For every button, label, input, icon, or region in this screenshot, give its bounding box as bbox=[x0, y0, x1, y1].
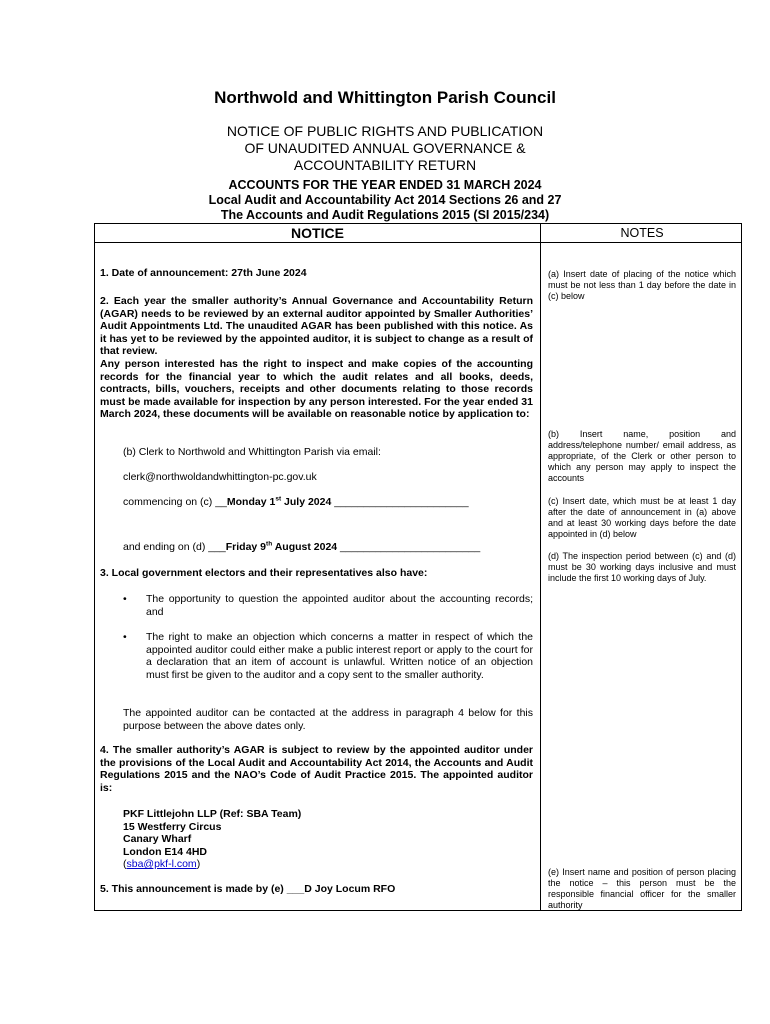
auditor-address-line: 15 Westferry Circus bbox=[123, 820, 222, 833]
notes-column-header: NOTES bbox=[620, 226, 664, 240]
ending-month: August 2024 bbox=[272, 541, 338, 553]
subheading-line: The Accounts and Audit Regulations 2015 (SI 2015/234) bbox=[220, 208, 550, 222]
item-4-text: 4. The smaller authority’s AGAR is subject to review by the appointed auditor under the provisions of the Local Audit and Accountability Act 2014, the Accounts and Audit Regulations 2015 and the NAO’s Code of Audit Practice 2015. The appointed auditor is: bbox=[100, 744, 533, 794]
bullet-objection-right: The right to make an objection which concerns a matter in respect of which the appointed auditor could either make a public interest report or apply to the court for a declaration that an item of account is unlawful. Written notice of an objection must first be given to the auditor and a copy sent to the smaller authority. bbox=[146, 631, 533, 681]
auditor-address-line: London E14 4HD bbox=[123, 845, 208, 858]
note-c: (c) Insert date, which must be at least 1 day after the date of announcement in (a) above and at least 30 working days before the date appointed in (d) below bbox=[548, 496, 736, 539]
council-name: Northwold and Whittington Parish Council bbox=[214, 88, 556, 107]
commencing-underline: _______________________ bbox=[331, 496, 469, 508]
note-e: (e) Insert name and position of person placing the notice – this person must be the responsible financial officer for the smaller authority bbox=[548, 867, 736, 910]
auditor-email-link[interactable]: sba@pkf-l.com bbox=[126, 858, 197, 870]
auditor-email-line bbox=[123, 858, 533, 871]
clerk-email: clerk@northwoldandwhittington-pc.gov.uk bbox=[123, 471, 317, 483]
subheading-line: Local Audit and Accountability Act 2014 Sections 26 and 27 bbox=[208, 193, 562, 207]
notice-column-header: NOTICE bbox=[291, 225, 344, 241]
ending-underline: ________________________ bbox=[337, 541, 481, 553]
subheadings bbox=[0, 178, 770, 223]
auditor-address-line: PKF Littlejohn LLP (Ref: SBA Team) bbox=[123, 808, 302, 820]
auditor-contact-note: The appointed auditor can be contacted at the address in paragraph 4 below for this purpose between the above dates only. bbox=[123, 707, 533, 732]
auditor-address-line: Canary Wharf bbox=[123, 833, 192, 845]
commencing-day: Monday 1 bbox=[226, 496, 276, 508]
ending-day: Friday 9 bbox=[225, 541, 267, 553]
notice-title-line: NOTICE OF PUBLIC RIGHTS AND PUBLICATION bbox=[226, 123, 544, 139]
note-a: (a) Insert date of placing of the notice which must be not less than 1 day before the date in (c) below bbox=[548, 269, 736, 301]
ending-date-line bbox=[123, 541, 533, 554]
item-2-inspection-text: Any person interested has the right to inspect and make copies of the accounting records for the financial year to which the audit relates and all books, deeds, contracts, bills, vouchers, receipts and other documents relating to those records must be made available for inspection by any person interested. For the year ended 31 March 2024, these documents will be available on reasonable notice by application to: bbox=[100, 358, 533, 420]
bullet-marker: • bbox=[123, 631, 127, 643]
item-2-text: 2. Each year the smaller authority’s Annual Governance and Accountability Return (AGAR) needs to be reviewed by an external auditor appointed by Smaller Authorities’ Audit Appointments Ltd. The unaudited AGAR has been published with this notice. As it has yet to be reviewed by the appointed auditor, it is subject to change as a result of that review. bbox=[100, 295, 533, 357]
bullet-question-auditor: The opportunity to question the appointed auditor about the accounting records; and bbox=[146, 593, 533, 618]
header-divider bbox=[95, 242, 741, 243]
notice-title-line: ACCOUNTABILITY RETURN bbox=[293, 157, 477, 173]
commencing-day-suffix: st bbox=[275, 495, 282, 503]
notice-title-line: OF UNAUDITED ANNUAL GOVERNANCE & bbox=[244, 140, 526, 156]
ending-day-suffix: th bbox=[266, 540, 273, 548]
bullet-marker: • bbox=[123, 593, 127, 605]
email-paren-open: ( bbox=[123, 858, 127, 870]
commencing-date-line bbox=[123, 496, 533, 509]
commencing-month: July 2024 bbox=[281, 496, 332, 508]
note-d: (d) The inspection period between (c) and (d) must be 30 working days inclusive and must include the first 10 working days of July. bbox=[548, 551, 736, 583]
item-3-heading: 3. Local government electors and their representatives also have: bbox=[100, 567, 428, 579]
column-divider bbox=[540, 224, 541, 910]
email-paren-close: ) bbox=[196, 858, 201, 870]
notice-title bbox=[0, 123, 770, 174]
item-5-announcer: 5. This announcement is made by (e) ___D Joy Locum RFO bbox=[100, 883, 396, 895]
auditor-address bbox=[123, 808, 533, 858]
clerk-contact: (b) Clerk to Northwold and Whittington Parish via email: bbox=[123, 446, 381, 458]
subheading-line: ACCOUNTS FOR THE YEAR ENDED 31 MARCH 2024 bbox=[228, 178, 542, 192]
commencing-label: commencing on (c) __ bbox=[123, 496, 227, 508]
ending-label: and ending on (d) ___ bbox=[123, 541, 226, 553]
item-1-date: 1. Date of announcement: 27th June 2024 bbox=[100, 267, 307, 279]
note-b: (b) Insert name, position and address/telephone number/ email address, as appropriate, of the Clerk or other person to which any person may apply to inspect the accounts bbox=[548, 429, 736, 483]
